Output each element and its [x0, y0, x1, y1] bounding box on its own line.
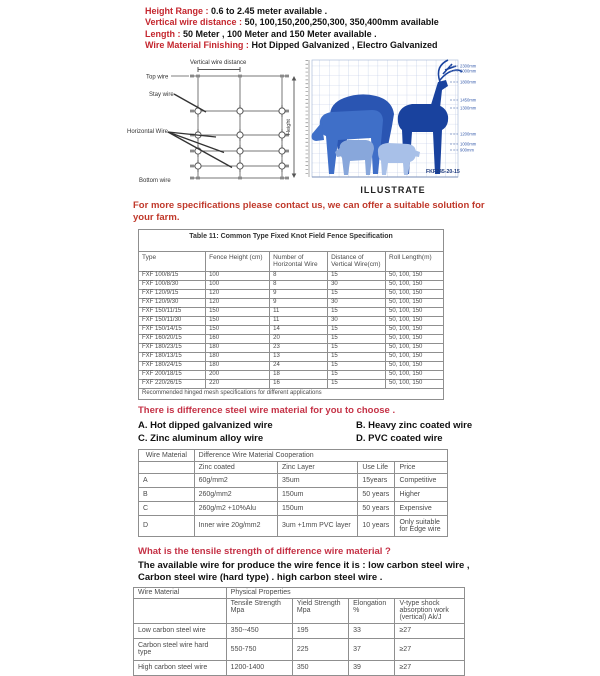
- table-cell: 180: [206, 352, 270, 361]
- table-cell: 180: [206, 343, 270, 352]
- column-header: Wire Material: [139, 449, 195, 461]
- spec-table-footnote: Recommended hinged mesh specifications for different applications: [139, 388, 444, 399]
- option-d: D. PVC coated wire: [356, 432, 443, 444]
- info-label: Wire Material Finishing :: [145, 40, 249, 51]
- table-cell: 260g/m2 +10%Alu: [194, 501, 277, 515]
- table-cell: 15years: [358, 473, 395, 487]
- column-header: Yield Strength Mpa: [292, 598, 348, 623]
- table-cell: 50 years: [358, 487, 395, 501]
- table-cell: A: [139, 473, 195, 487]
- info-value: 0.6 to 2.45 meter available .: [211, 6, 328, 16]
- table-row: [139, 325, 444, 334]
- column-header: Number of Horizontal Wire: [270, 251, 328, 271]
- table-cell: 220: [206, 379, 270, 388]
- table-cell: 150: [206, 325, 270, 334]
- table-cell: 50, 100, 150: [386, 343, 444, 352]
- table-cell: FXF 180/23/15: [139, 343, 206, 352]
- table-cell: 120: [206, 289, 270, 298]
- table-cell: 23: [270, 343, 328, 352]
- material-table: [138, 449, 448, 537]
- info-label: Height Range :: [145, 6, 209, 16]
- info-line-length: [145, 29, 600, 40]
- table-cell: 11: [270, 307, 328, 316]
- column-header: Type: [139, 251, 206, 271]
- table-cell: 10 years: [358, 515, 395, 536]
- table-row: [139, 316, 444, 325]
- column-header: Use Life: [358, 461, 395, 473]
- table-cell: 50, 100, 150: [386, 307, 444, 316]
- table-cell: Carbon steel wire hard type: [134, 638, 227, 660]
- table-cell: 150um: [278, 487, 358, 501]
- column-header: V-type shock absorption work (vertical) Ak/J: [395, 598, 465, 623]
- table-cell: 150: [206, 316, 270, 325]
- height-mark: 1000mm: [460, 141, 477, 147]
- table-cell: ≥27: [395, 660, 465, 675]
- table-cell: 225: [292, 638, 348, 660]
- table-cell: 15: [328, 307, 386, 316]
- table-cell: 120: [206, 298, 270, 307]
- table-cell: 100: [206, 271, 270, 280]
- column-header: Distance of Vertical Wire(cm): [328, 251, 386, 271]
- table-row: [134, 638, 465, 660]
- table-cell: 550-750: [226, 638, 292, 660]
- spec-table-header-row: [139, 251, 444, 271]
- height-label: Height: [286, 118, 292, 135]
- top-wire-label: Top wire: [146, 74, 169, 81]
- info-value: 50, 100,150,200,250,300, 350,400mm available: [244, 17, 439, 28]
- info-label: Length :: [145, 28, 181, 39]
- table-cell: 39: [349, 660, 395, 675]
- span-header: Physical Properties: [226, 587, 464, 598]
- table-cell: 15: [328, 271, 386, 280]
- table-cell: C: [139, 501, 195, 515]
- table-cell: 15: [328, 289, 386, 298]
- table-cell: 50, 100, 150: [386, 334, 444, 343]
- height-mark: 2300mm: [460, 63, 477, 69]
- column-header: Price: [395, 461, 448, 473]
- table-row: [139, 487, 448, 501]
- table-cell: Higher: [395, 487, 448, 501]
- table-cell: 50, 100, 150: [386, 379, 444, 388]
- table-cell: 15: [328, 370, 386, 379]
- table-cell: FXF 100/8/15: [139, 271, 206, 280]
- material-table-header-row1: [139, 449, 448, 461]
- table-cell: 11: [270, 316, 328, 325]
- table-cell: 100: [206, 280, 270, 289]
- table-row: [139, 473, 448, 487]
- table-cell: 15: [328, 343, 386, 352]
- table-cell: 50, 100, 150: [386, 316, 444, 325]
- info-line-vertical-wire: [145, 17, 600, 28]
- table-row: [139, 280, 444, 289]
- table-cell: FXF 220/26/15: [139, 379, 206, 388]
- table-cell: D: [139, 515, 195, 536]
- spec-table-title: Table 11: Common Type Fixed Knot Field Fence Specification: [139, 229, 444, 251]
- table-cell: 8: [270, 280, 328, 289]
- table-cell: 33: [349, 623, 395, 638]
- table-cell: 18: [270, 370, 328, 379]
- table-cell: 35um: [278, 473, 358, 487]
- material-section-heading: There is difference steel wire material for you to choose .: [138, 404, 396, 416]
- table-cell: 8: [270, 271, 328, 280]
- column-header: Roll Length(m): [386, 251, 444, 271]
- column-header: Zinc Layer: [278, 461, 358, 473]
- table-cell: FXF 150/11/30: [139, 316, 206, 325]
- contact-note: For more specifications please contact us, we can offer a suitable solution for your farm.: [133, 199, 485, 223]
- fence-structure-diagram: [126, 56, 298, 194]
- height-mark: 1300mm: [460, 105, 477, 111]
- product-info-block: [145, 6, 600, 52]
- table-cell: 37: [349, 638, 395, 660]
- table-cell: 15: [328, 334, 386, 343]
- table-cell: 9: [270, 289, 328, 298]
- info-label: Vertical wire distance :: [145, 17, 243, 28]
- height-mark: 1450mm: [460, 97, 477, 103]
- table-cell: 16: [270, 379, 328, 388]
- table-cell: 50, 100, 150: [386, 271, 444, 280]
- span-header: Difference Wire Material Cooperation: [194, 449, 447, 461]
- table-cell: FXF 120/9/30: [139, 298, 206, 307]
- table-row: [139, 379, 444, 388]
- table-cell: 60g/mm2: [194, 473, 277, 487]
- column-header: Fence Height (cm): [206, 251, 270, 271]
- tensile-table-header-row1: [134, 587, 465, 598]
- illustration-column: [300, 56, 486, 196]
- table-cell: 150um: [278, 501, 358, 515]
- height-mark: 900mm: [460, 147, 474, 153]
- table-cell: 195: [292, 623, 348, 638]
- illustrate-caption: ILLUSTRATE: [360, 184, 426, 195]
- column-header: Zinc coated: [194, 461, 277, 473]
- table-row: [139, 361, 444, 370]
- table-cell: 50, 100, 150: [386, 352, 444, 361]
- material-options: [138, 419, 478, 445]
- column-header: Elongation %: [349, 598, 395, 623]
- table-cell: 15: [328, 361, 386, 370]
- product-spec-page: [0, 6, 600, 672]
- height-mark: 1800mm: [460, 79, 477, 85]
- animal-height-illustration: [300, 56, 486, 184]
- table-cell: 15: [328, 325, 386, 334]
- table-cell: 9: [270, 298, 328, 307]
- table-row: [139, 501, 448, 515]
- bottom-wire-label: Bottom wire: [139, 177, 171, 184]
- table-cell: 15: [328, 352, 386, 361]
- stay-wire-label: Stay wire: [149, 91, 174, 98]
- diagram-section: [126, 56, 600, 196]
- table-cell: 1200-1400: [226, 660, 292, 675]
- table-cell: 180: [206, 361, 270, 370]
- option-c: C. Zinc aluminum alloy wire: [138, 432, 264, 444]
- table-cell: 30: [328, 298, 386, 307]
- table-cell: 20: [270, 334, 328, 343]
- column-header: Tensile Strength Mpa: [226, 598, 292, 623]
- table-cell: 350--450: [226, 623, 292, 638]
- table-cell: 350: [292, 660, 348, 675]
- info-value: 50 Meter , 100 Meter and 150 Meter available .: [183, 28, 377, 39]
- table-cell: FXF 180/13/15: [139, 352, 206, 361]
- tensile-table: [133, 587, 465, 676]
- tensile-section-heading: What is the tensile strength of difference wire material ?: [138, 545, 391, 557]
- table-cell: 50, 100, 150: [386, 361, 444, 370]
- table-cell: 50, 100, 150: [386, 289, 444, 298]
- table-cell: High carbon steel wire: [134, 660, 227, 675]
- table-cell: FXF 160/20/15: [139, 334, 206, 343]
- column-header: Wire Material: [134, 587, 227, 598]
- table-cell: 160: [206, 334, 270, 343]
- table-row: [139, 515, 448, 536]
- material-table-header-row2: [139, 461, 448, 473]
- table-cell: 3um +1mm PVC layer: [278, 515, 358, 536]
- table-cell: ≥27: [395, 638, 465, 660]
- table-cell: FXF 150/14/15: [139, 325, 206, 334]
- table-cell: 200: [206, 370, 270, 379]
- tensile-table-header-row2: [134, 598, 465, 623]
- tensile-description: The available wire for produce the wire fence it is : low carbon steel wire , Carbon steel wire (hard type) . high carbon steel wire .: [138, 559, 470, 583]
- info-line-finishing: [145, 40, 600, 51]
- height-mark: 1200mm: [460, 131, 477, 137]
- vertical-wire-distance-label: Vertical wire distance: [190, 59, 247, 66]
- table-cell: 13: [270, 352, 328, 361]
- table-cell: 150: [206, 307, 270, 316]
- table-cell: 15: [328, 379, 386, 388]
- table-row: [139, 343, 444, 352]
- table-cell: B: [139, 487, 195, 501]
- table-cell: FXF 120/9/15: [139, 289, 206, 298]
- table-row: [139, 370, 444, 379]
- table-row: [139, 289, 444, 298]
- horizontal-wire-label: Horizontal Wire: [127, 128, 169, 135]
- table-cell: FXF 150/11/15: [139, 307, 206, 316]
- table-cell: 50, 100, 150: [386, 280, 444, 289]
- table-cell: ≥27: [395, 623, 465, 638]
- info-value: Hot Dipped Galvanized , Electro Galvanized: [251, 40, 438, 51]
- spec-table: [138, 229, 444, 400]
- table-cell: Low carbon steel wire: [134, 623, 227, 638]
- table-cell: 260g/mm2: [194, 487, 277, 501]
- table-cell: FXF 200/18/15: [139, 370, 206, 379]
- table-cell: Competitive: [395, 473, 448, 487]
- table-cell: FXF 180/24/15: [139, 361, 206, 370]
- table-row: [139, 334, 444, 343]
- table-cell: FXF 100/8/30: [139, 280, 206, 289]
- table-row: [139, 307, 444, 316]
- height-mark: 2000mm: [460, 68, 477, 74]
- option-b: B. Heavy zinc coated wire: [356, 419, 473, 431]
- table-row: [139, 271, 444, 280]
- empty-header-cell: [134, 598, 227, 623]
- info-line-height-range: [145, 6, 600, 17]
- table-cell: 50, 100, 150: [386, 298, 444, 307]
- table-cell: 14: [270, 325, 328, 334]
- table-cell: 50, 100, 150: [386, 370, 444, 379]
- table-row: [134, 623, 465, 638]
- table-row: [139, 352, 444, 361]
- model-code: FKF245-20-15: [426, 168, 460, 175]
- table-cell: Expensive: [395, 501, 448, 515]
- table-cell: Only suitable for Edge wire: [395, 515, 448, 536]
- table-cell: 50, 100, 150: [386, 325, 444, 334]
- table-row: [139, 298, 444, 307]
- table-row: [134, 660, 465, 675]
- table-cell: 30: [328, 280, 386, 289]
- empty-header-cell: [139, 461, 195, 473]
- table-cell: 50 years: [358, 501, 395, 515]
- table-cell: Inner wire 20g/mm2: [194, 515, 277, 536]
- table-cell: 24: [270, 361, 328, 370]
- option-a: A. Hot dipped galvanized wire: [138, 419, 273, 431]
- table-cell: 30: [328, 316, 386, 325]
